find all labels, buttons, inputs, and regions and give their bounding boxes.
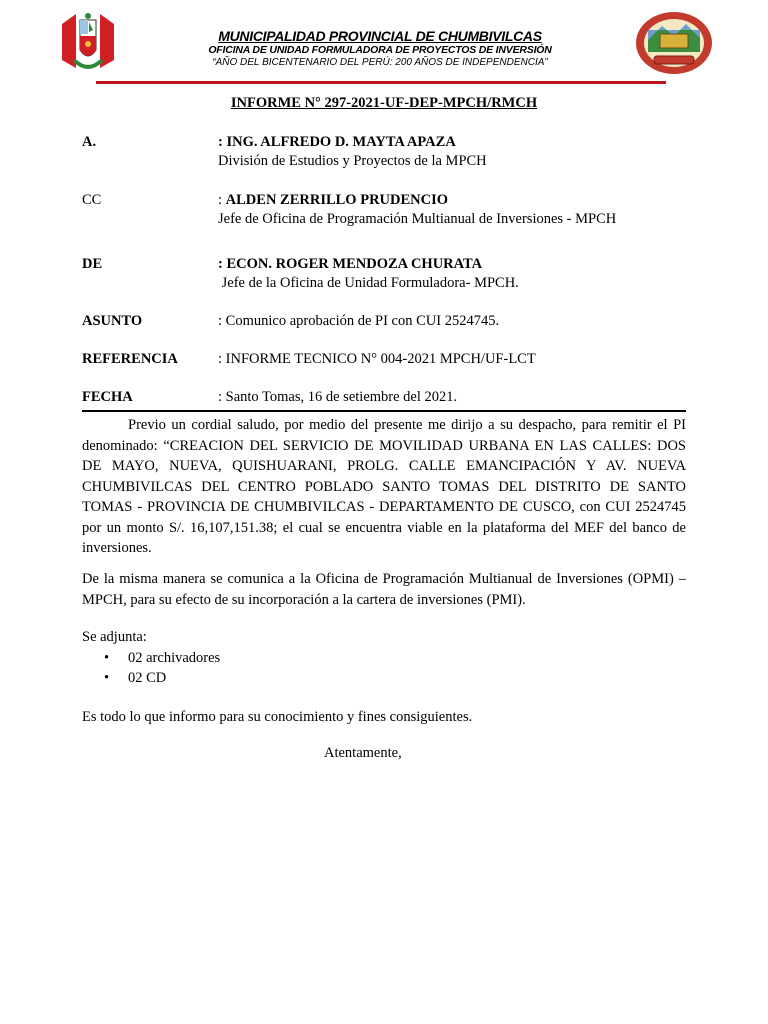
attachment-item: • 02 archivadores [82,648,686,669]
report-title: INFORME N° 297-2021-UF-DEP-MPCH/RMCH [230,95,538,111]
sign-off: Atentamente, [324,745,402,761]
field-cc-prefix: : [218,192,226,208]
attachments-section [82,627,686,689]
office-name: OFICINA DE UNIDAD FORMULADORA DE PROYECTOS DE INVERSIÓN [208,44,552,56]
municipal-seal-icon [634,10,714,76]
year-motto: “AÑO DEL BICENTENARIO DEL PERÚ: 200 AÑOS DE INDEPENDENCIA” [212,57,548,68]
field-to-label: A. [82,134,97,150]
field-reference-value: : INFORME TECNICO N° 004-2021 MPCH/UF-LCT [218,351,536,367]
field-reference-label: REFERENCIA [82,351,178,367]
letterhead [0,0,768,90]
field-cc-role: Jefe de Oficina de Programación Multianual de Inversiones - MPCH [218,211,617,227]
peru-coat-of-arms-icon [56,10,120,76]
institution-name: MUNICIPALIDAD PROVINCIAL DE CHUMBIVILCAS [218,28,542,44]
field-to-name: : ING. ALFREDO D. MAYTA APAZA [218,134,456,150]
field-date-value: : Santo Tomas, 16 de setiembre del 2021. [218,389,458,405]
attachment-item: • 02 CD [82,668,686,689]
field-subject-value: : Comunico aprobación de PI con CUI 2524745. [218,313,500,329]
field-date-label: FECHA [82,389,133,405]
field-from-name: : ECON. ROGER MENDOZA CHURATA [218,256,483,272]
header-fields-divider [82,410,686,412]
header-divider [96,81,666,84]
field-from-role: Jefe de la Oficina de Unidad Formuladora- MPCH. [218,275,519,291]
field-to-role: División de Estudios y Proyectos de la MPCH [218,153,487,169]
body-paragraph-2: De la misma manera se comunica a la Oficina de Programación Multianual de Inversiones (OPMI) – MPCH, para su efecto de su incorporación a la cartera de inversiones (PMI). [82,571,686,608]
attachments-list [82,648,686,689]
closing-text: Es todo lo que informo para su conocimiento y fines consiguientes. [82,709,473,725]
field-from-label: DE [82,256,103,272]
field-cc-name: ALDEN ZERRILLO PRUDENCIO [225,192,449,208]
field-cc-label: CC [82,192,102,208]
body-paragraph-1: Previo un cordial saludo, por medio del presente me dirijo a su despacho, para remitir el PI denominado: “CREACION DEL SERVICIO DE MOVILIDAD URBANA EN LAS CALLES: DOS DE MAYO, NUEVA, QUISHUARANI, PROLG. CALLE EMANCIPACIÓN Y AV. NUEVA CHUMBIVILCAS DEL CENTRO POBLADO SANTO TOMAS DEL DISTRITO DE SANTO TOMAS - PROVINCIA DE CHUMBIVILCAS - DEPARTAMENTO DE CUSCO, con CUI 2524745 por un monto S/. 16,107,151.38; el cual se encuentra viable en la plataforma del MEF del banco de inversiones. [82,417,686,556]
field-subject-label: ASUNTO [82,313,143,329]
attachments-label: Se adjunta: [82,629,147,645]
